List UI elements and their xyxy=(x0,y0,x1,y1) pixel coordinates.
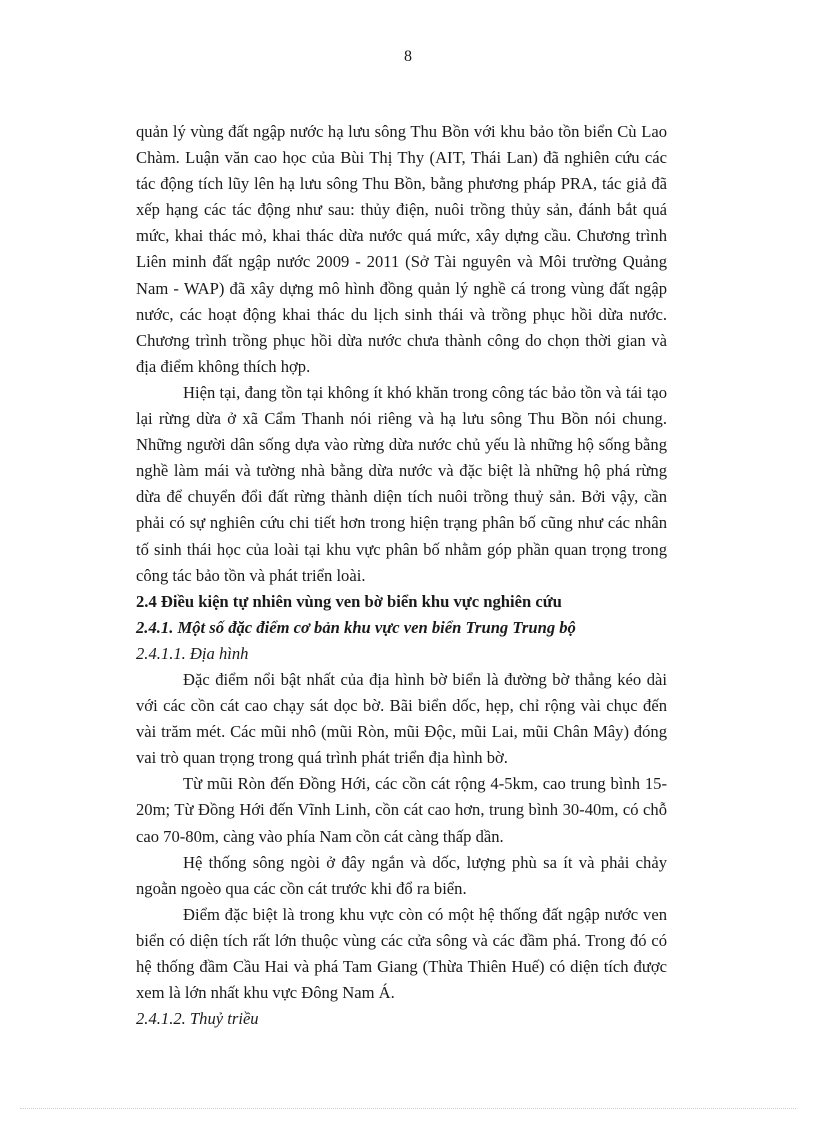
document-body xyxy=(136,119,667,1032)
subsubsection-heading: 2.4.1.1. Địa hình xyxy=(136,643,249,663)
paragraph: Từ mũi Ròn đến Đồng Hới, các cồn cát rộng 4-5km, cao trung bình 15-20m; Từ Đồng Hới đến Vĩnh Linh, cồn cát cao hơn, trung bình 30-40m, có chỗ cao 70-80m, càng vào phía Nam cồn cát càng thấp dần. xyxy=(136,774,667,846)
subsection-heading: 2.4.1. Một số đặc điểm cơ bản khu vực ven biển Trung Trung bộ xyxy=(136,617,576,637)
paragraph: Điểm đặc biệt là trong khu vực còn có một hệ thống đất ngập nước ven biển có diện tích rất lớn thuộc vùng các cửa sông và các đầm phá. Trong đó có hệ thống đầm Cầu Hai và phá Tam Giang (Thừa Thiên Huế) có diện tích được xem là lớn nhất khu vực Đông Nam Á. xyxy=(136,904,667,1003)
page-bottom-divider xyxy=(20,1108,796,1109)
subsubsection-heading: 2.4.1.2. Thuỷ triều xyxy=(136,1009,259,1029)
paragraph: Hiện tại, đang tồn tại không ít khó khăn trong công tác bảo tồn và tái tạo lại rừng dừa ở xã Cẩm Thanh nói riêng và hạ lưu sông Thu Bồn nói chung. Những người dân sống dựa vào rừng dừa nước chủ yếu là những hộ sống bằng nghề làm mái và tường nhà bằng dừa nước và đặc biệt là những hộ phá rừng dừa để chuyển đổi đất rừng thành diện tích nuôi trồng thuỷ sản. Bởi vậy, cần phải có sự nghiên cứu chi tiết hơn trong hiện trạng phân bố cũng như các nhân tố sinh thái học của loài tại khu vực phân bố nhằm góp phần quan trọng trong công tác bảo tồn và phát triển loài. xyxy=(136,382,667,585)
page-number: 8 xyxy=(404,48,412,65)
paragraph: Hệ thống sông ngòi ở đây ngắn và dốc, lượng phù sa ít và phải chảy ngoằn ngoèo qua các cồn cát trước khi đổ ra biển. xyxy=(136,852,667,898)
paragraph-continued: quản lý vùng đất ngập nước hạ lưu sông Thu Bồn với khu bảo tồn biển Cù Lao Chàm. Luận văn cao học của Bùi Thị Thy (AIT, Thái Lan) đã nghiên cứu các tác động tích lũy lên hạ lưu sông Thu Bồn, bằng phương pháp PRA, tác giả đã xếp hạng các tác động như sau: thủy điện, nuôi trồng thủy sản, đánh bắt quá mức, khai thác mỏ, khai thác dừa nước quá mức, xây dựng cầu. Chương trình Liên minh đất ngập nước 2009 - 2011 (Sở Tài nguyên và Môi trường Quảng Nam - WAP) đã xây dựng mô hình đồng quản lý nghề cá trong vùng đất ngập nước, các hoạt động khai thác du lịch sinh thái và trồng phục hồi dừa nước. Chương trình trồng phục hồi dừa nước chưa thành công do chọn thời gian và địa điểm không thích hợp. xyxy=(136,122,667,376)
paragraph: Đặc điểm nổi bật nhất của địa hình bờ biển là đường bờ thẳng kéo dài với các cồn cát cao chạy sát dọc bờ. Bãi biển dốc, hẹp, chỉ rộng vài chục đến vài trăm mét. Các mũi nhô (mũi Ròn, mũi Độc, mũi Lai, mũi Chân Mây) đóng vai trò quan trọng trong quá trình phát triển địa hình bờ. xyxy=(136,669,667,768)
section-heading: 2.4 Điều kiện tự nhiên vùng ven bờ biển khu vực nghiên cứu xyxy=(136,591,562,611)
